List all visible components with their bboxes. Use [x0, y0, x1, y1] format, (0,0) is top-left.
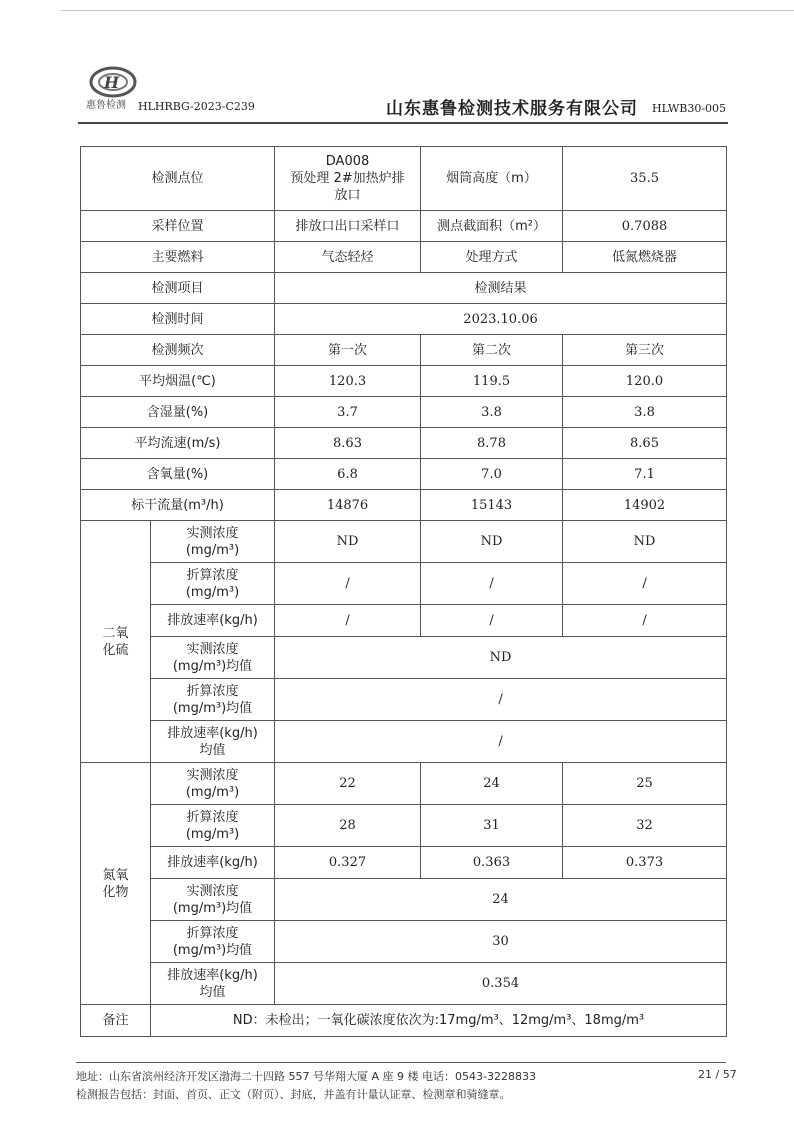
- point-label: 检测点位: [81, 147, 275, 211]
- so2-measured-2: ND: [421, 521, 563, 563]
- param-label: 平均流速(m/s): [81, 428, 275, 459]
- fuel-label: 主要燃料: [81, 242, 275, 273]
- inspection-table: [80, 146, 727, 1037]
- report-number: HLHRBG-2023-C239: [138, 100, 255, 113]
- so2-converted-3: /: [563, 563, 727, 605]
- frequency-3: 第三次: [563, 335, 727, 366]
- so2-converted-avg-label: 折算浓度 (mg/m³)均值: [151, 679, 275, 721]
- nox-rate-1: 0.327: [275, 847, 421, 879]
- form-number: HLWB30-005: [652, 102, 727, 115]
- nox-converted-1: 28: [275, 805, 421, 847]
- nox-converted-2: 31: [421, 805, 563, 847]
- nox-converted-avg: 30: [275, 921, 727, 963]
- nox-converted-label: 折算浓度 (mg/m³): [151, 805, 275, 847]
- nox-rate-label: 排放速率(kg/h): [151, 847, 275, 879]
- time-label: 检测时间: [81, 304, 275, 335]
- so2-rate-avg-label: 排放速率(kg/h) 均值: [151, 721, 275, 763]
- param-label: 平均烟温(℃): [81, 366, 275, 397]
- so2-measured-avg-label: 实测浓度 (mg/m³)均值: [151, 637, 275, 679]
- so2-measured-avg: ND: [275, 637, 727, 679]
- treatment-label: 处理方式: [421, 242, 563, 273]
- param-value: 7.1: [563, 459, 727, 490]
- param-value: 8.63: [275, 428, 421, 459]
- param-value: 120.0: [563, 366, 727, 397]
- section-area-label: 测点截面积（m²）: [421, 211, 563, 242]
- footer-contents: 检测报告包括：封面、首页、正文（附页）、封底，并盖有计量认证章、检测章和骑缝章。: [76, 1088, 511, 1101]
- so2-converted-label: 折算浓度 (mg/m³): [151, 563, 275, 605]
- nox-rate-2: 0.363: [421, 847, 563, 879]
- point-value: DA008 预处理 2#加热炉排 放口: [275, 147, 421, 211]
- param-value: 3.8: [421, 397, 563, 428]
- section-area-value: 0.7088: [563, 211, 727, 242]
- so2-measured-label: 实测浓度 (mg/m³): [151, 521, 275, 563]
- nox-rate-avg: 0.354: [275, 963, 727, 1005]
- nox-measured-avg-label: 实测浓度 (mg/m³)均值: [151, 879, 275, 921]
- footer-divider: [76, 1062, 726, 1063]
- nox-converted-3: 32: [563, 805, 727, 847]
- param-value: 3.8: [563, 397, 727, 428]
- param-value: 8.65: [563, 428, 727, 459]
- param-value: 15143: [421, 490, 563, 521]
- remark-value: ND：未检出；一氧化碳浓度依次为:17mg/m³、12mg/m³、18mg/m³: [151, 1005, 727, 1037]
- remark-label: 备注: [81, 1005, 151, 1037]
- param-value: 14876: [275, 490, 421, 521]
- so2-rate-label: 排放速率(kg/h): [151, 605, 275, 637]
- sampling-position-label: 采样位置: [81, 211, 275, 242]
- nox-converted-avg-label: 折算浓度 (mg/m³)均值: [151, 921, 275, 963]
- nox-measured-label: 实测浓度 (mg/m³): [151, 763, 275, 805]
- so2-measured-1: ND: [275, 521, 421, 563]
- param-label: 含湿量(%): [81, 397, 275, 428]
- so2-converted-avg: /: [275, 679, 727, 721]
- company-name: 山东惠鲁检测技术服务有限公司: [386, 99, 638, 119]
- so2-group-label: 二氧 化硫: [81, 521, 151, 763]
- param-value: 6.8: [275, 459, 421, 490]
- param-value: 120.3: [275, 366, 421, 397]
- nox-measured-avg: 24: [275, 879, 727, 921]
- nox-measured-2: 24: [421, 763, 563, 805]
- so2-measured-3: ND: [563, 521, 727, 563]
- treatment-value: 低氮燃烧器: [563, 242, 727, 273]
- nox-rate-3: 0.373: [563, 847, 727, 879]
- page-number: 21 / 57: [698, 1068, 737, 1081]
- param-value: 14902: [563, 490, 727, 521]
- param-label: 标干流量(m³/h): [81, 490, 275, 521]
- so2-rate-1: /: [275, 605, 421, 637]
- so2-converted-1: /: [275, 563, 421, 605]
- nox-measured-3: 25: [563, 763, 727, 805]
- time-value: 2023.10.06: [275, 304, 727, 335]
- frequency-1: 第一次: [275, 335, 421, 366]
- nox-rate-avg-label: 排放速率(kg/h) 均值: [151, 963, 275, 1005]
- param-value: 3.7: [275, 397, 421, 428]
- header-divider: [78, 122, 728, 124]
- stack-height-value: 35.5: [563, 147, 727, 211]
- frequency-2: 第二次: [421, 335, 563, 366]
- so2-converted-2: /: [421, 563, 563, 605]
- svg-text:H: H: [104, 73, 120, 92]
- so2-rate-3: /: [563, 605, 727, 637]
- param-value: 7.0: [421, 459, 563, 490]
- footer-address: 地址：山东省滨州经济开发区渤海二十四路 557 号华翔大厦 A 座 9 楼 电话：0543-3228833: [76, 1070, 536, 1083]
- so2-rate-2: /: [421, 605, 563, 637]
- logo-text: 惠鲁检测: [86, 100, 126, 111]
- result-label: 检测结果: [275, 273, 727, 304]
- nox-group-label: 氮氧 化物: [81, 763, 151, 1005]
- nox-measured-1: 22: [275, 763, 421, 805]
- frequency-label: 检测频次: [81, 335, 275, 366]
- stack-height-label: 烟筒高度（m）: [421, 147, 563, 211]
- so2-rate-avg: /: [275, 721, 727, 763]
- param-value: 8.78: [421, 428, 563, 459]
- top-rule: [60, 10, 794, 11]
- param-value: 119.5: [421, 366, 563, 397]
- sampling-position-value: 排放口出口采样口: [275, 211, 421, 242]
- param-label: 含氧量(%): [81, 459, 275, 490]
- fuel-value: 气态轻烃: [275, 242, 421, 273]
- item-label: 检测项目: [81, 273, 275, 304]
